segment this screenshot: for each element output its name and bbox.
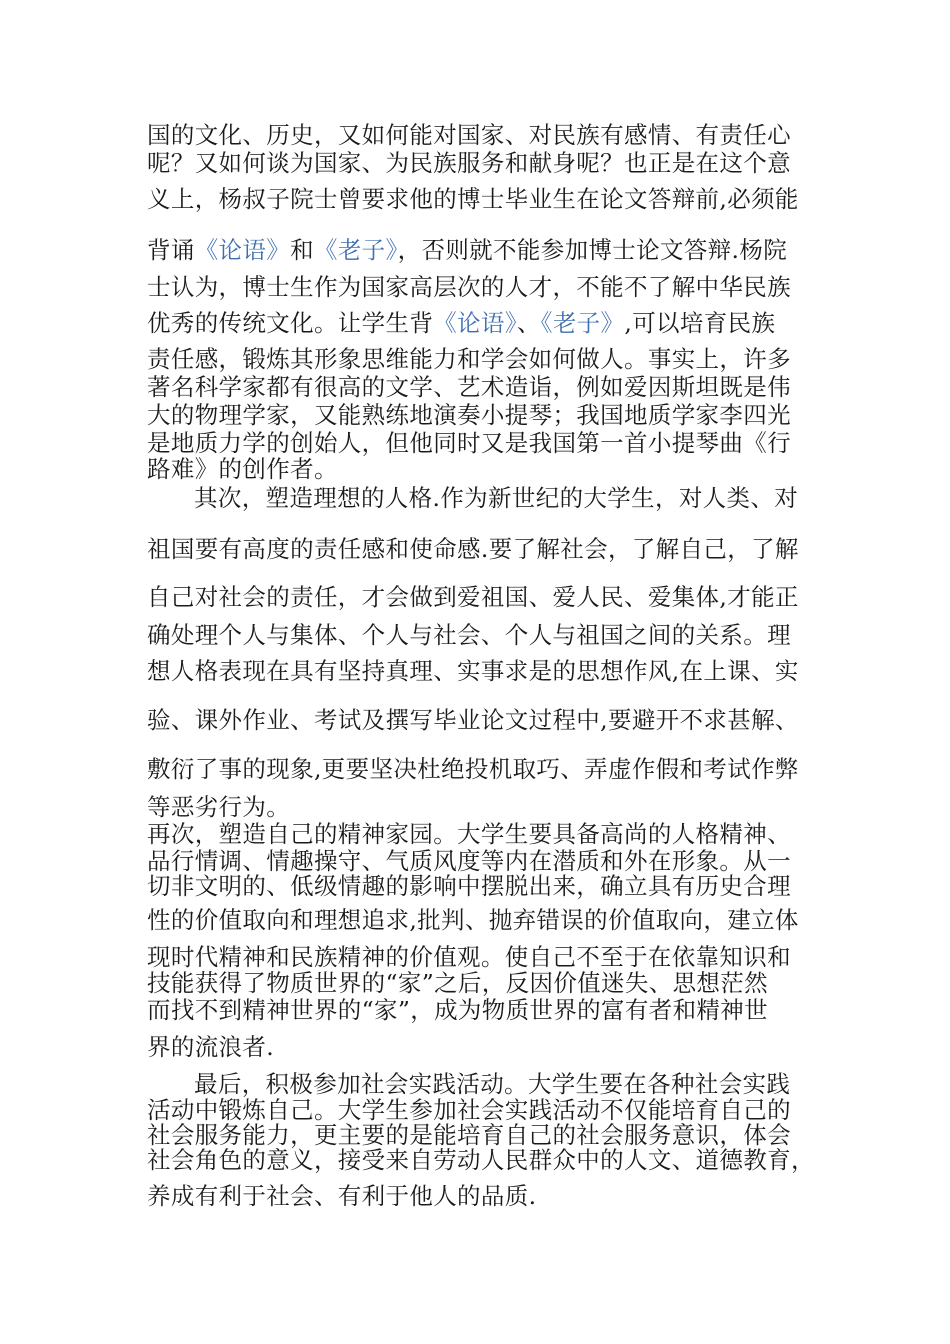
text-line: 路难》的创作者。 [147,455,338,483]
text-line: 国的文化、历史，又如何能对国家、对民族有感情、有责任心 [147,121,791,149]
text-line: 养成有利于社会、有利于他人的品质. [147,1182,537,1210]
text-line: 著名科学家都有很高的文学、艺术造诣，例如爱因斯坦既是伟 [147,373,791,401]
text-line: 祖国要有高度的责任感和使命感.要了解社会，了解自己，了解 [147,535,799,563]
text-line: 社会服务能力，更主要的是能培育自己的社会服务意识，体会 [147,1121,791,1149]
text-line: 自己对社会的责任，才会做到爱祖国、爱人民、爱集体,才能正 [147,583,799,611]
text-line [147,236,787,264]
text-run: 、 [516,309,541,337]
text-line: 切非文明的、低级情趣的影响中摆脱出来，确立具有历史合理 [147,872,791,900]
text-line [147,309,775,337]
text-line: 技能获得了物质世界的“家”之后，反因价值迷失、思想茫然 [147,969,768,997]
text-line: 确处理个人与集体、个人与社会、个人与祖国之间的关系。理 [147,621,791,649]
paragraph-start-line: 最后，积极参加社会实践活动。大学生要在各种社会实践 [194,1070,791,1098]
paragraph-start-line: 其次，塑造理想的人格.作为新世纪的大学生，对人类、对 [194,484,799,512]
book-title-link[interactable]: 《老子》 [540,309,625,337]
text-line: 而找不到精神世界的“家”，成为物质世界的富有者和精神世 [147,996,768,1024]
paragraph-start-line: 再次，塑造自己的精神家园。大学生要具备高尚的人格精神、 [147,820,791,848]
text-line: 界的流浪者. [147,1033,275,1061]
text-run: ，否则就不能参加博士论文答辩.杨院 [397,236,788,264]
text-line: 现时代精神和民族精神的价值观。使自己不至于在依靠知识和 [147,943,791,971]
text-line: 验、课外作业、考试及撰写毕业论文过程中,要避开不求甚解、 [147,706,799,734]
text-run: 背诵 [147,236,195,264]
book-title-link[interactable]: 《论语》 [433,309,517,337]
text-run: 和 [290,236,314,264]
text-line: 等恶劣行为。 [147,793,291,821]
text-line: 呢？又如何谈为国家、为民族服务和献身呢？也正是在这个意 [147,149,791,177]
text-line: 性的价值取向和理想追求,批判、抛弃错误的价值取向，建立体 [147,906,799,934]
text-line: 想人格表现在具有坚持真理、实事求是的思想作风,在上课、实 [147,657,799,685]
text-run: ,可以培育民族 [624,309,776,337]
text-line: 士认为，博士生作为国家高层次的人才，不能不了解中华民族 [147,273,791,301]
text-run: 优秀的传统文化。让学生背 [147,309,434,337]
text-line: 敷衍了事的现象,更要坚决杜绝投机取巧、弄虚作假和考试作弊 [147,755,799,783]
text-line: 大的物理学家，又能熟练地演奏小提琴；我国地质学家李四光 [147,401,791,429]
text-line: 是地质力学的创始人，但他同时又是我国第一首小提琴曲《行 [147,429,791,457]
text-line: 活动中锻炼自己。大学生参加社会实践活动不仅能培育自己的 [147,1096,791,1124]
book-title-link[interactable]: 《老子》 [313,236,398,264]
text-line: 社会角色的意义，接受来自劳动人民群众中的人文、道德教育， [147,1146,815,1174]
text-line: 义上，杨叔子院士曾要求他的博士毕业生在论文答辩前,必须能 [147,185,799,213]
book-title-link[interactable]: 《论语》 [194,236,291,264]
text-line: 品行情调、情趣操守、气质风度等内在潜质和外在形象。从一 [147,847,791,875]
text-line: 责任感，锻炼其形象思维能力和学会如何做人。事实上，许多 [147,345,791,373]
